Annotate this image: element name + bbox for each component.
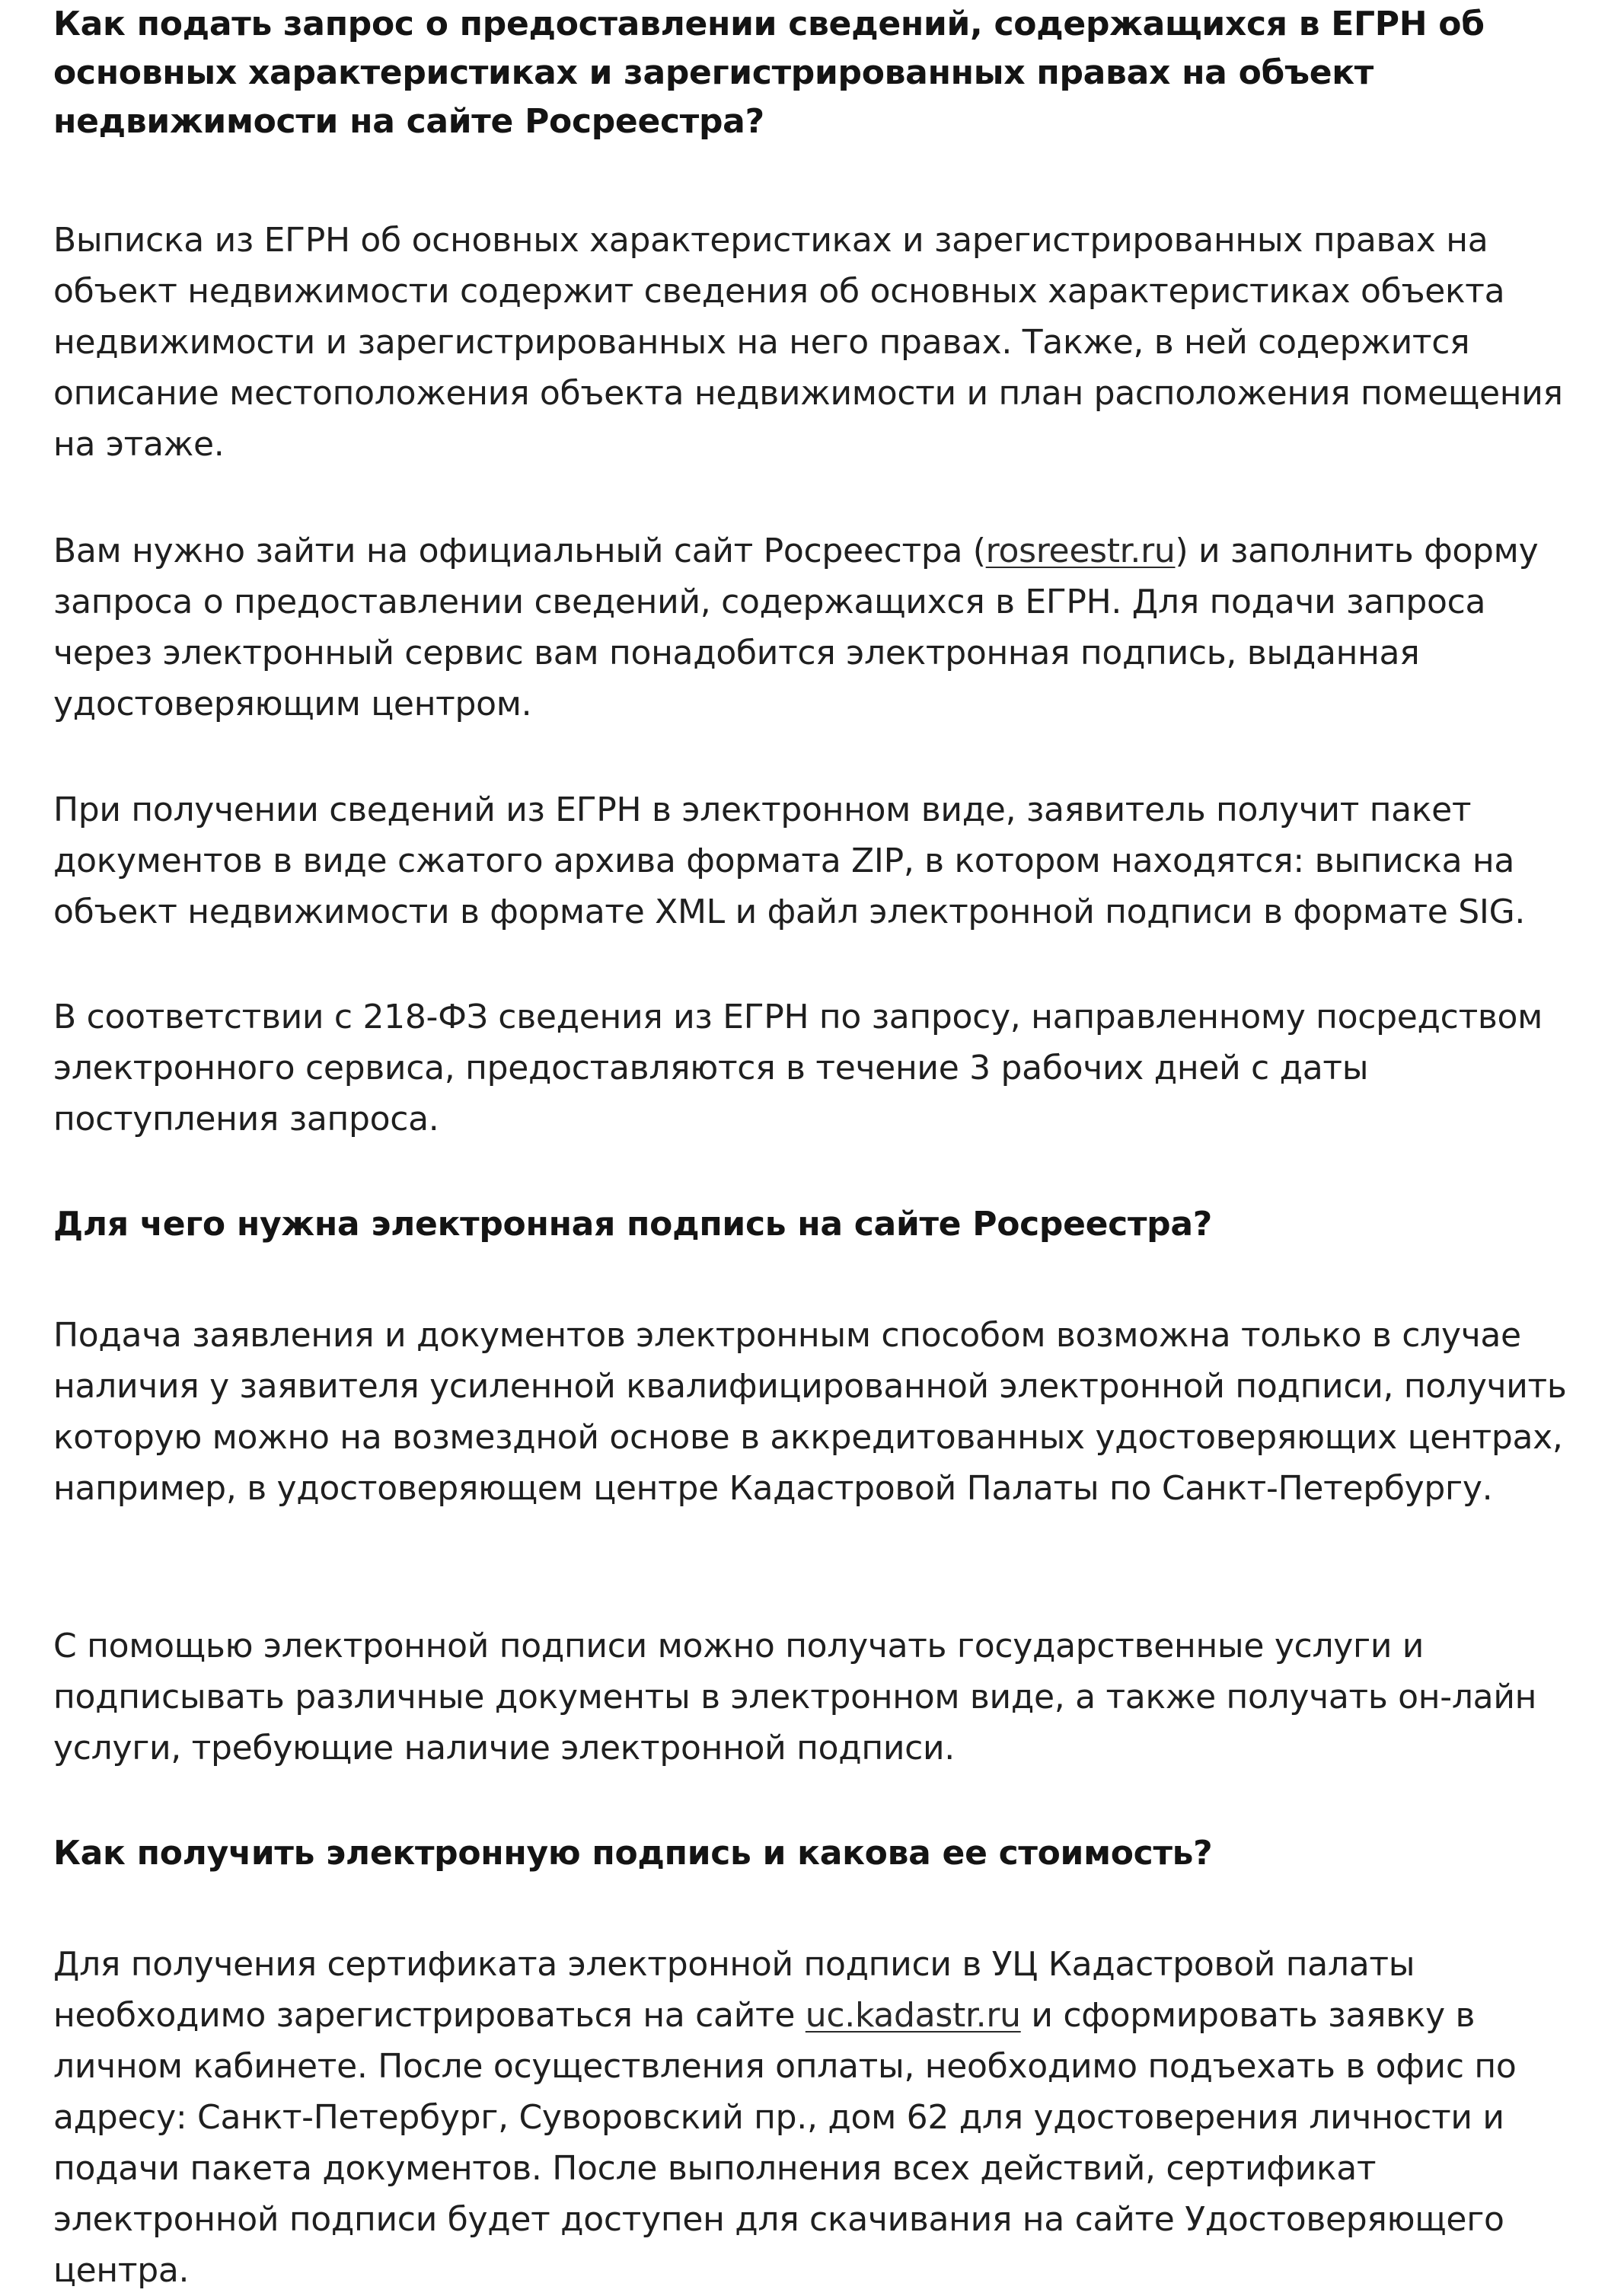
paragraph-218-fz: В соответствии с 218-ФЗ сведения из ЕГРН по запросу, направленному посредством электронного сервиса, предоставляются в течение 3 рабочих дней с даты поступления запроса.: [53, 998, 1543, 1138]
paragraph-text: и сформировать заявку в личном кабинете. После осуществления оплаты, необходимо подъехать в офис по адресу: Санкт-Петербург, Суворовский пр., дом 62 для удостоверения личности и подачи пакета документов. После выполнения всех действий, сертификат электронной подписи будет доступен для скачивания на сайте Удостоверяющего центра.: [53, 1996, 1517, 2290]
paragraph-zip-package: При получении сведений из ЕГРН в электронном виде, заявитель получит пакет документов в виде сжатого архива формата ZIP, в котором находятся: выписка на объект недвижимости в формате XML и файл электронной подписи в формате SIG.: [53, 790, 1526, 931]
heading-how-to-get-signature: Как получить электронную подпись и какова ее стоимость?: [53, 1834, 1213, 1873]
heading-why-signature: Для чего нужна электронная подпись на сайте Росреестра?: [53, 1205, 1212, 1244]
paragraph-rosreestr-site: [53, 525, 1568, 730]
rosreestr-link[interactable]: rosreestr.ru: [985, 532, 1176, 570]
paragraph-text: ) и заполнить форму запроса о предоставлении сведений, содержащихся в ЕГРН. Для подачи запроса через электронный сервис вам понадобится электронная подпись, выданная удостоверяющим центром.: [53, 532, 1539, 723]
heading-request-egrn: Как подать запрос о предоставлении сведений, содержащихся в ЕГРН об основных характеристиках и зарегистрированных правах на объект недвижимости на сайте Росреестра?: [53, 5, 1485, 141]
kadastr-link[interactable]: uc.kadastr.ru: [805, 1996, 1021, 2035]
paragraph-signature-requirement: Подача заявления и документов электронным способом возможна только в случае наличия у заявителя усиленной квалифицированной электронной подписи, получить которую можно на возмездной основе в аккредитованных удостоверяющих центрах, например, в удостоверяющем центре Кадастровой Палаты по Санкт-Петербургу.: [53, 1316, 1567, 1508]
paragraph-extract-description: Выписка из ЕГРН об основных характеристиках и зарегистрированных правах на объект недвижимости содержит сведения об основных характеристиках объекта недвижимости и зарегистрированных на него правах. Также, в ней содержится описание местоположения объекта недвижимости и план расположения помещения на этаже.: [53, 221, 1563, 464]
paragraph-signature-usage: С помощью электронной подписи можно получать государственные услуги и подписывать различные документы в электронном виде, а также получать он-лайн услуги, требующие наличие электронной подписи.: [53, 1627, 1537, 1768]
paragraph-text: Вам нужно зайти на официальный сайт Росреестра (: [53, 532, 986, 570]
paragraph-get-certificate: [53, 1939, 1568, 2296]
paragraph-text: Для получения сертификата электронной подписи в УЦ Кадастровой палаты необходимо зарегистрироваться на сайте: [53, 1945, 1415, 2035]
